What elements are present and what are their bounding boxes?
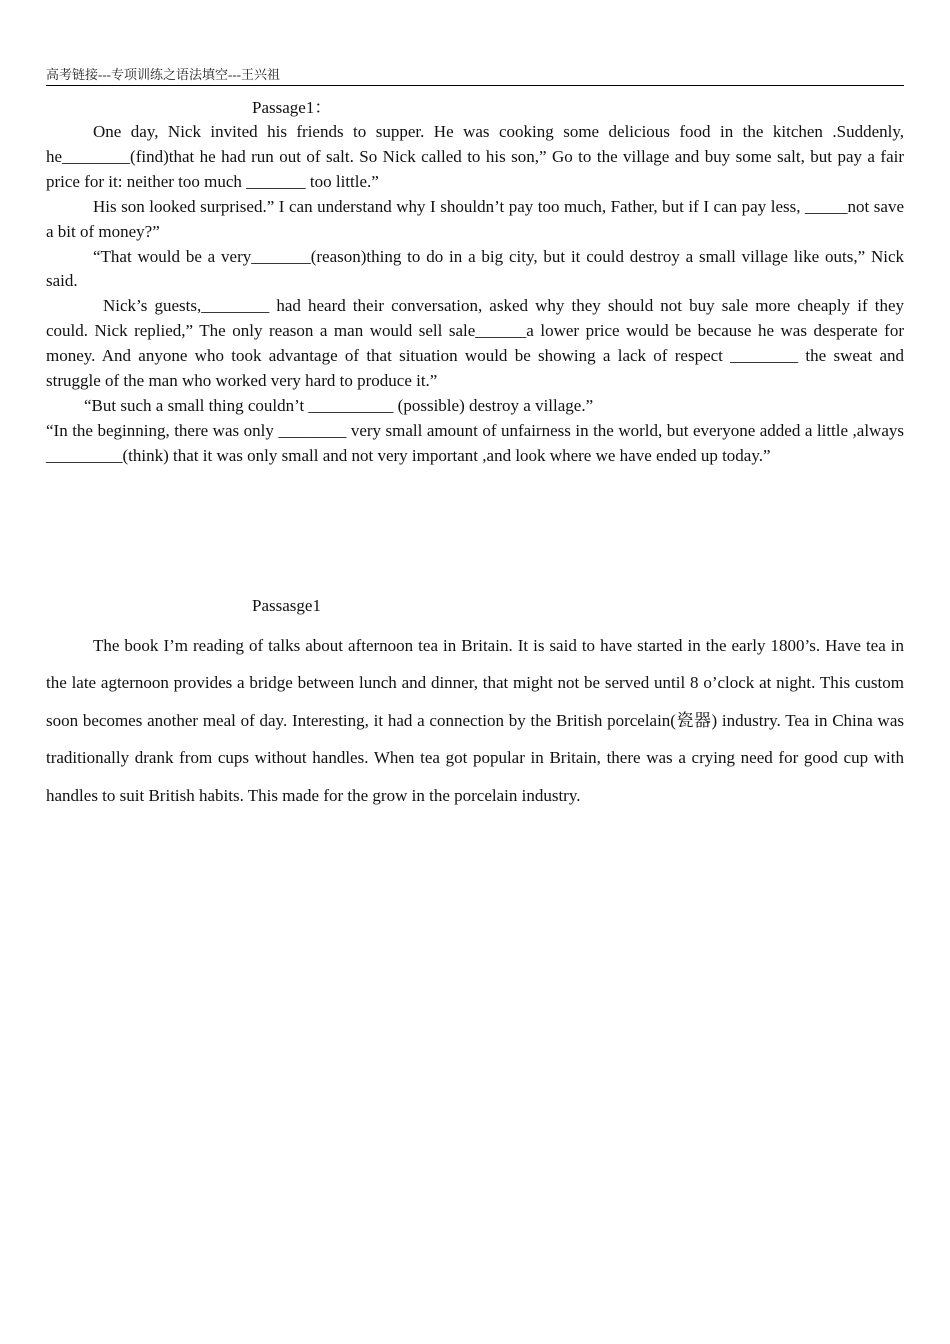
passage2-body [46, 627, 904, 814]
passage1-paragraph: “In the beginning, there was only ________ very small amount of unfairness in the world, but everyone added a little ,always _________(think) that it was only small and not very important ,and look where we have ended up today.” [46, 420, 904, 465]
passage1-paragraph: “But such a small thing couldn’t __________ (possible) destroy a village.” [84, 395, 594, 415]
passage2-paragraph: The book I’m reading of talks about afternoon tea in Britain. It is said to have started in the early 1800’s. Have tea in the late agternoon provides a bridge between lunch and dinner, that might not be served until 8 o’clock at night. This custom soon becomes another meal of day. Interesting, it had a connection by the British porcelain(瓷器) industry. Tea in China was traditionally drank from cups without handles. When tea got popular in Britain, there was a crying need for good cup with handles to suit British habits. This made for the grow in the porcelain industry. [46, 636, 904, 805]
passage1-paragraph: One day, Nick invited his friends to supper. He was cooking some delicious food in the kitchen .Suddenly, he________(find)that he had run out of salt. So Nick called to his son,” Go to the village and buy some salt, but pay a fair price for it: neither too much _______ too little.” [46, 122, 904, 191]
passage2-title: Passasge1 [252, 596, 321, 615]
page-header: 高考链接---专项训练之语法填空---王兴祖 [46, 66, 904, 86]
passage1-paragraph: His son looked surprised.” I can understand why I shouldn’t pay too much, Father, but if I can pay less, _____not save a bit of money?” [46, 196, 904, 241]
passage1-paragraph: Nick’s guests,________ had heard their conversation, asked why they should not buy sale more cheaply if they could. Nick replied,” The only reason a man would sell sale______a lower price would be because he was desperate for money. And anyone who took advantage of that situation would be showing a lack of respect ________ the sweat and struggle of the man who worked very hard to produce it.” [46, 296, 904, 391]
passage1-title: Passage1： [252, 98, 332, 117]
passage1-body [46, 120, 904, 469]
passage1-paragraph: “That would be a very_______(reason)thing to do in a big city, but it could destroy a small village like outs,” Nick said. [46, 246, 904, 291]
